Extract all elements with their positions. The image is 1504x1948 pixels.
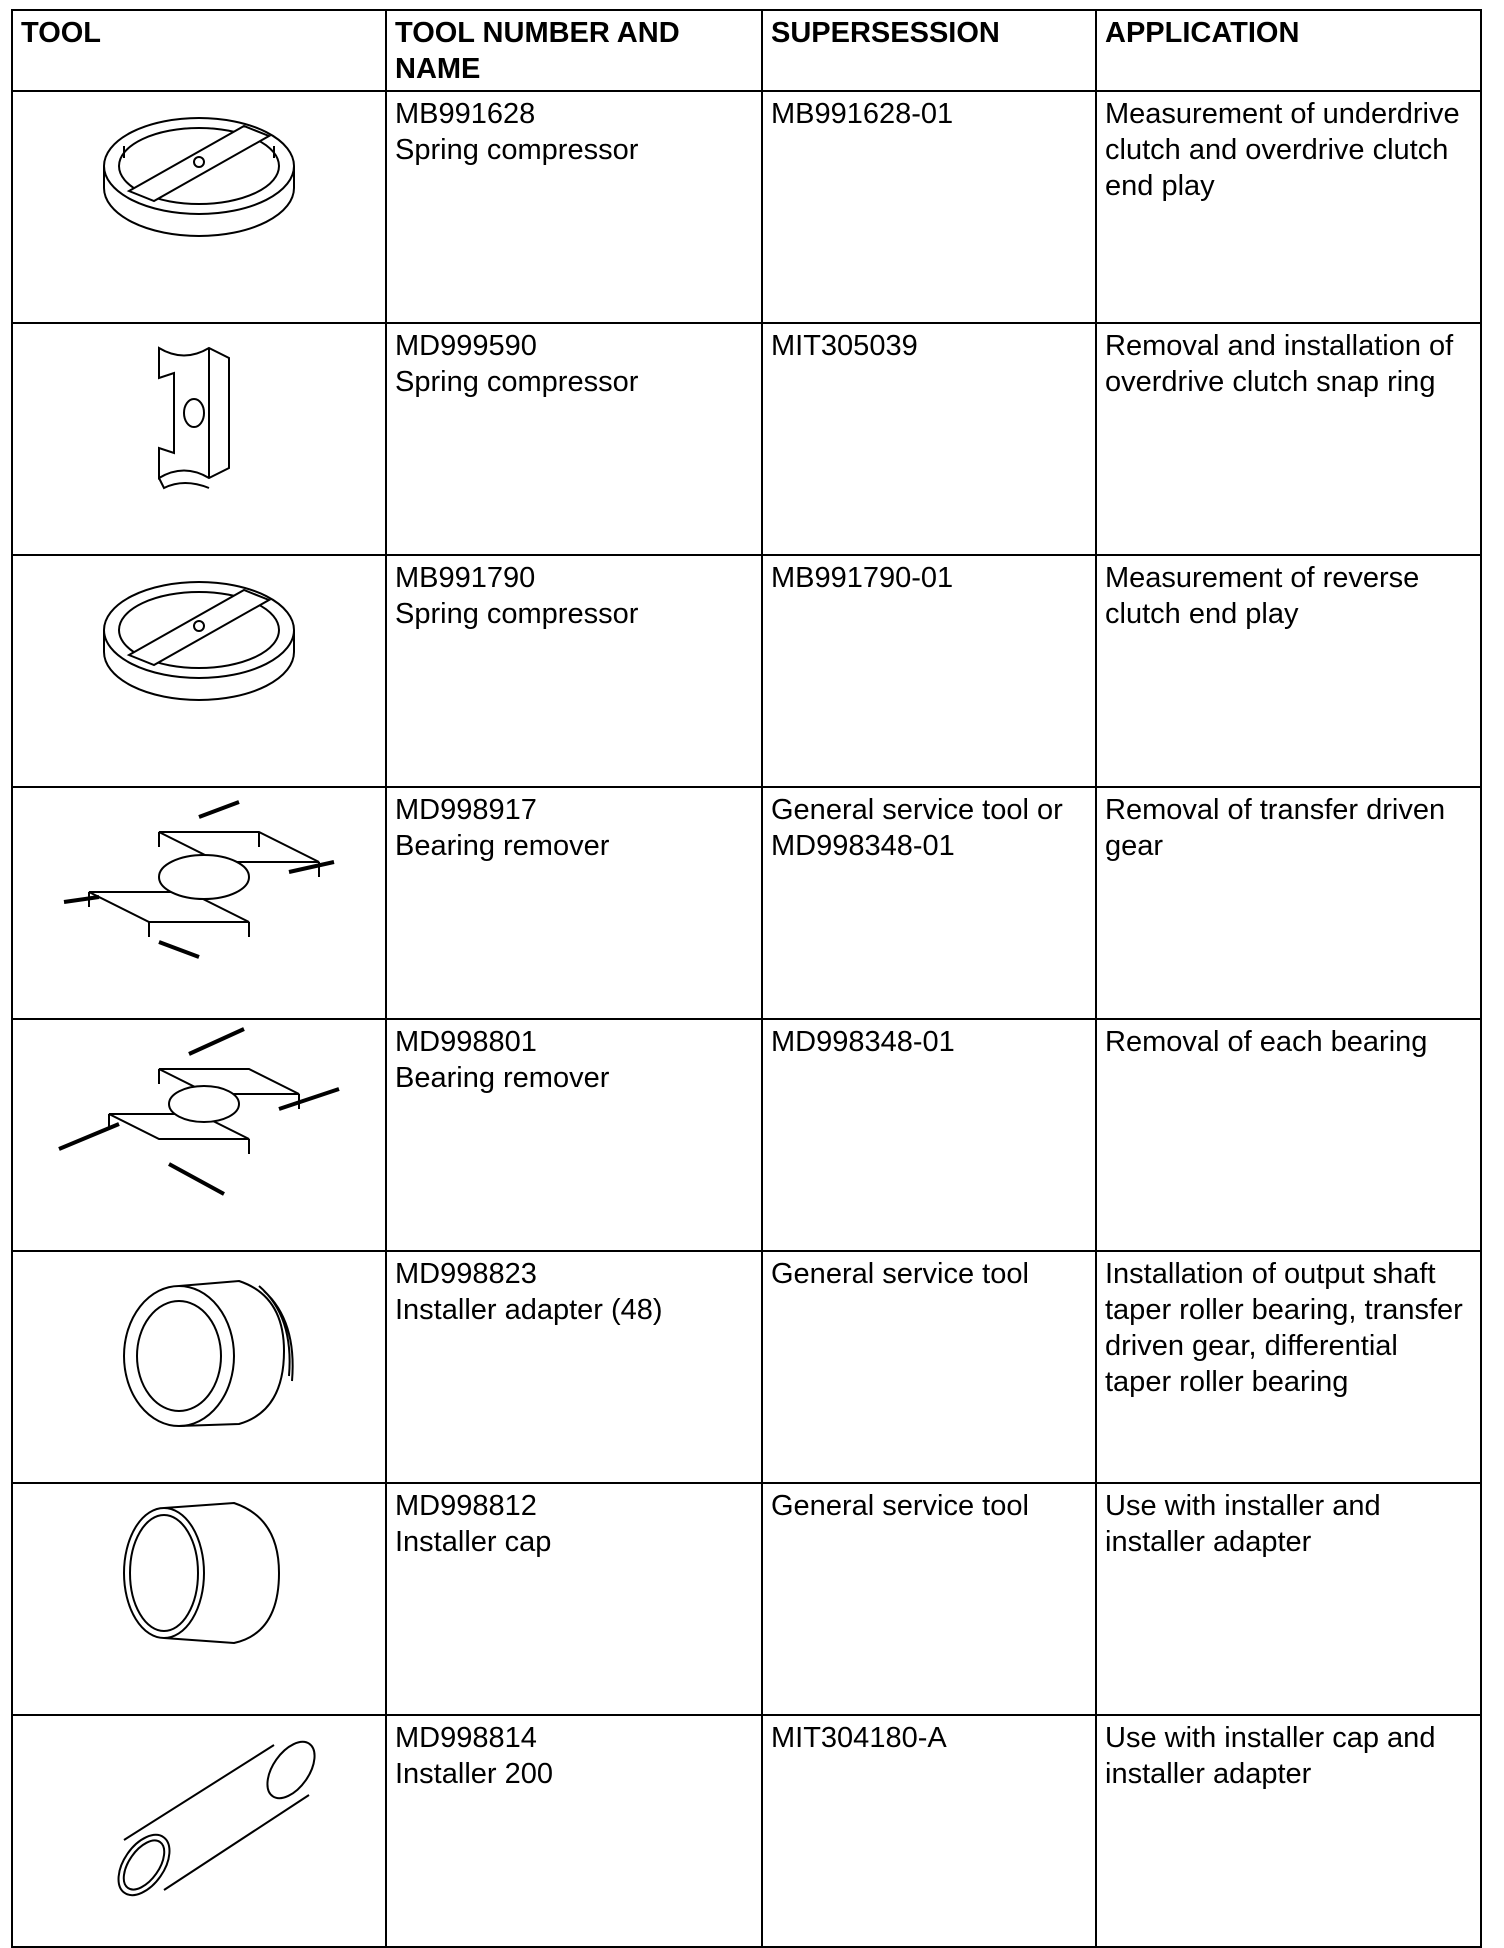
table-row: [12, 555, 1481, 787]
tool-number: MD998801: [395, 1026, 537, 1058]
installer-cap-icon: [109, 1488, 289, 1648]
tool-name: Spring compressor: [395, 598, 639, 630]
application-cell: Removal and installation of overdrive clutch snap ring: [1096, 323, 1481, 555]
application-cell: Use with installer and installer adapter: [1096, 1483, 1481, 1715]
header-tool-number-name: TOOL NUMBER AND NAME: [386, 10, 762, 91]
tool-number: MD998812: [395, 1490, 537, 1522]
header-application: APPLICATION: [1096, 10, 1481, 91]
table-row: [12, 91, 1481, 323]
table-row: [12, 323, 1481, 555]
tool-name: Installer adapter (48): [395, 1294, 663, 1326]
tool-name: Installer 200: [395, 1758, 553, 1790]
application-cell: Removal of transfer driven gear: [1096, 787, 1481, 1019]
tool-number: MD998814: [395, 1722, 537, 1754]
application-cell: Removal of each bearing: [1096, 1019, 1481, 1251]
supersession-cell: MIT305039: [762, 323, 1096, 555]
table-row: [12, 1483, 1481, 1715]
tool-number: MD998823: [395, 1258, 537, 1290]
tool-number-name-cell: [386, 323, 762, 555]
tool-image-cell: [12, 323, 386, 555]
tool-number-name-cell: [386, 1483, 762, 1715]
application-cell: Use with installer cap and installer adapter: [1096, 1715, 1481, 1947]
tool-image-cell: [12, 1483, 386, 1715]
supersession-cell: MB991790-01: [762, 555, 1096, 787]
tool-number-name-cell: [386, 555, 762, 787]
tool-name: Bearing remover: [395, 830, 610, 862]
tool-name: Spring compressor: [395, 134, 639, 166]
installer-adapter-icon: [99, 1256, 299, 1436]
tool-image-cell: [12, 91, 386, 323]
header-supersession: SUPERSESSION: [762, 10, 1096, 91]
tool-image-cell: [12, 555, 386, 787]
bearing-remover-icon: [49, 1024, 349, 1204]
tool-number-name-cell: [386, 787, 762, 1019]
tool-image-cell: [12, 1019, 386, 1251]
tool-name: Spring compressor: [395, 366, 639, 398]
tool-number: MB991628: [395, 98, 536, 130]
tool-number-name-cell: [386, 91, 762, 323]
table-row: [12, 1251, 1481, 1483]
tool-number-name-cell: [386, 1019, 762, 1251]
table-row: [12, 1715, 1481, 1947]
spring-compressor-plate-icon: [84, 560, 314, 730]
application-cell: Installation of output shaft taper roller bearing, transfer driven gear, differential taper roller bearing: [1096, 1251, 1481, 1483]
installer-tube-icon: [69, 1720, 329, 1900]
tool-number: MB991790: [395, 562, 536, 594]
supersession-cell: General service tool or MD998348-01: [762, 787, 1096, 1019]
header-tool: TOOL: [12, 10, 386, 91]
bearing-remover-icon: [49, 792, 349, 972]
spring-compressor-bracket-icon: [139, 328, 259, 508]
spring-compressor-plate-icon: [84, 96, 314, 266]
tool-image-cell: [12, 1251, 386, 1483]
tool-number: MD999590: [395, 330, 537, 362]
tool-image-cell: [12, 1715, 386, 1947]
application-cell: Measurement of underdrive clutch and overdrive clutch end play: [1096, 91, 1481, 323]
supersession-cell: General service tool: [762, 1251, 1096, 1483]
application-cell: Measurement of reverse clutch end play: [1096, 555, 1481, 787]
tool-name: Installer cap: [395, 1526, 552, 1558]
supersession-cell: MIT304180-A: [762, 1715, 1096, 1947]
tool-number-name-cell: [386, 1715, 762, 1947]
supersession-cell: MD998348-01: [762, 1019, 1096, 1251]
supersession-cell: MB991628-01: [762, 91, 1096, 323]
special-tools-table: [11, 9, 1482, 1948]
tool-image-cell: [12, 787, 386, 1019]
table-row: [12, 787, 1481, 1019]
tool-name: Bearing remover: [395, 1062, 610, 1094]
table-row: [12, 1019, 1481, 1251]
tool-number-name-cell: [386, 1251, 762, 1483]
tool-number: MD998917: [395, 794, 537, 826]
supersession-cell: General service tool: [762, 1483, 1096, 1715]
header-row: [12, 10, 1481, 91]
